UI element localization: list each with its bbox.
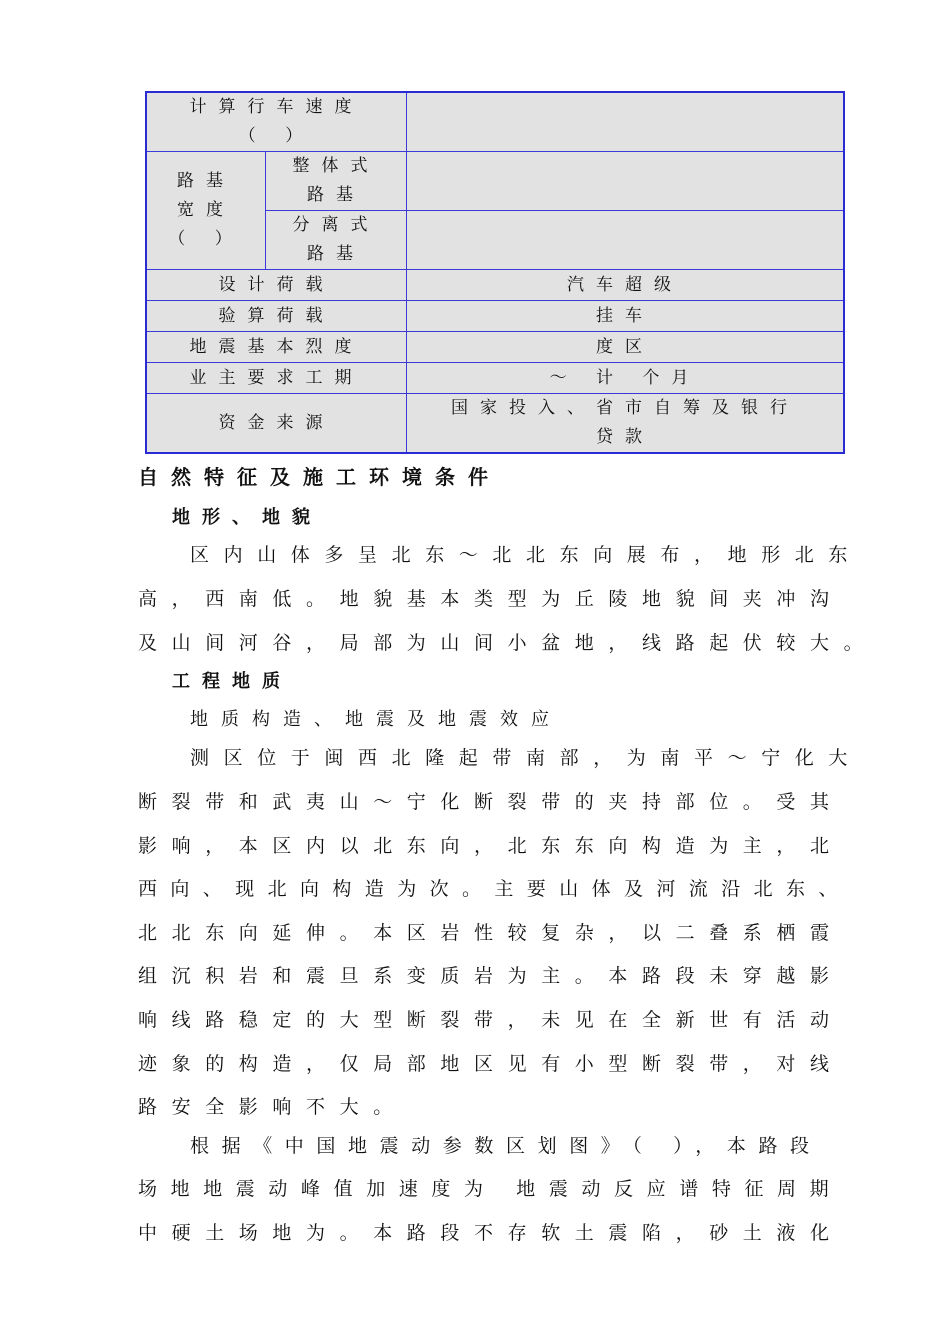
paragraph-line: 影响，本区内以北东向，北东东向构造为主，北 bbox=[138, 835, 844, 857]
cell-subgrade-width-label: 路基 宽度 （ ） bbox=[146, 152, 266, 270]
cell-integral-subgrade-value bbox=[407, 152, 845, 211]
cell-separate-subgrade-label: 分离式 路基 bbox=[266, 211, 407, 270]
paragraph-line: 及山间河谷，局部为山间小盆地，线路起伏较大。 bbox=[138, 632, 878, 654]
cell-design-speed-value bbox=[407, 92, 845, 152]
subheading-geological-structure: 地质构造、地震及地震效应 bbox=[190, 709, 562, 730]
paragraph-line: 测区位于闽西北隆起带南部，为南平～宁化大 bbox=[190, 747, 863, 769]
row-integral-subgrade bbox=[146, 152, 844, 211]
row-construction-period bbox=[146, 363, 844, 394]
paragraph-line: 中硬土场地为。本路段不存软土震陷，砂土液化 bbox=[138, 1222, 844, 1244]
cell-design-load-value: 汽车超级 bbox=[407, 270, 845, 301]
heading-terrain: 地形、地貌 bbox=[172, 507, 322, 528]
row-design-load bbox=[146, 270, 844, 301]
paragraph-line: 区内山体多呈北东～北北东向展布，地形北东 bbox=[190, 544, 863, 566]
row-check-load bbox=[146, 301, 844, 332]
paragraph-line: 西向、现北向构造为次。主要山体及河流沿北东、 bbox=[138, 878, 851, 900]
cell-integral-subgrade-label: 整体式 路基 bbox=[266, 152, 407, 211]
cell-construction-period-label: 业主要求工期 bbox=[146, 363, 407, 394]
paragraph-line: 北北东向延伸。本区岩性较复杂，以二叠系栖霞 bbox=[138, 922, 844, 944]
paragraph-line: 迹象的构造，仅局部地区见有小型断裂带，对线 bbox=[138, 1053, 844, 1075]
paragraph-line: 组沉积岩和震旦系变质岩为主。本路段未穿越影 bbox=[138, 965, 844, 987]
cell-check-load-value: 挂车 bbox=[407, 301, 845, 332]
cell-check-load-label: 验算荷载 bbox=[146, 301, 407, 332]
project-spec-table bbox=[145, 91, 845, 454]
paragraph-line: 根据《中国地震动参数区划图》（ ），本路段 bbox=[190, 1135, 822, 1157]
cell-seismic-intensity-label: 地震基本烈度 bbox=[146, 332, 407, 363]
cell-design-load-label: 设计荷载 bbox=[146, 270, 407, 301]
paragraph-line: 路安全影响不大。 bbox=[138, 1096, 407, 1118]
cell-fund-source-value: 国家投入、省市自筹及银行 贷款 bbox=[407, 394, 845, 454]
heading-natural-features: 自然特征及施工环境条件 bbox=[138, 465, 501, 489]
row-design-speed bbox=[146, 92, 844, 152]
cell-seismic-intensity-value: 度区 bbox=[407, 332, 845, 363]
paragraph-line: 场地地震动峰值加速度为 地震动反应谱特征周期 bbox=[138, 1178, 843, 1200]
paragraph-line: 高，西南低。地貌基本类型为丘陵地貌间夹冲沟 bbox=[138, 588, 844, 610]
row-fund-source bbox=[146, 394, 844, 454]
cell-separate-subgrade-value bbox=[407, 211, 845, 270]
paragraph-line: 响线路稳定的大型断裂带，未见在全新世有活动 bbox=[138, 1009, 844, 1031]
paragraph-line: 断裂带和武夷山～宁化断裂带的夹持部位。受其 bbox=[138, 791, 844, 813]
cell-fund-source-label: 资金来源 bbox=[146, 394, 407, 454]
heading-engineering-geology: 工程地质 bbox=[172, 671, 292, 692]
row-seismic-intensity bbox=[146, 332, 844, 363]
cell-construction-period-value: ～ 计 个月 bbox=[407, 363, 845, 394]
cell-design-speed-label: 计算行车速度 （ ） bbox=[146, 92, 407, 152]
